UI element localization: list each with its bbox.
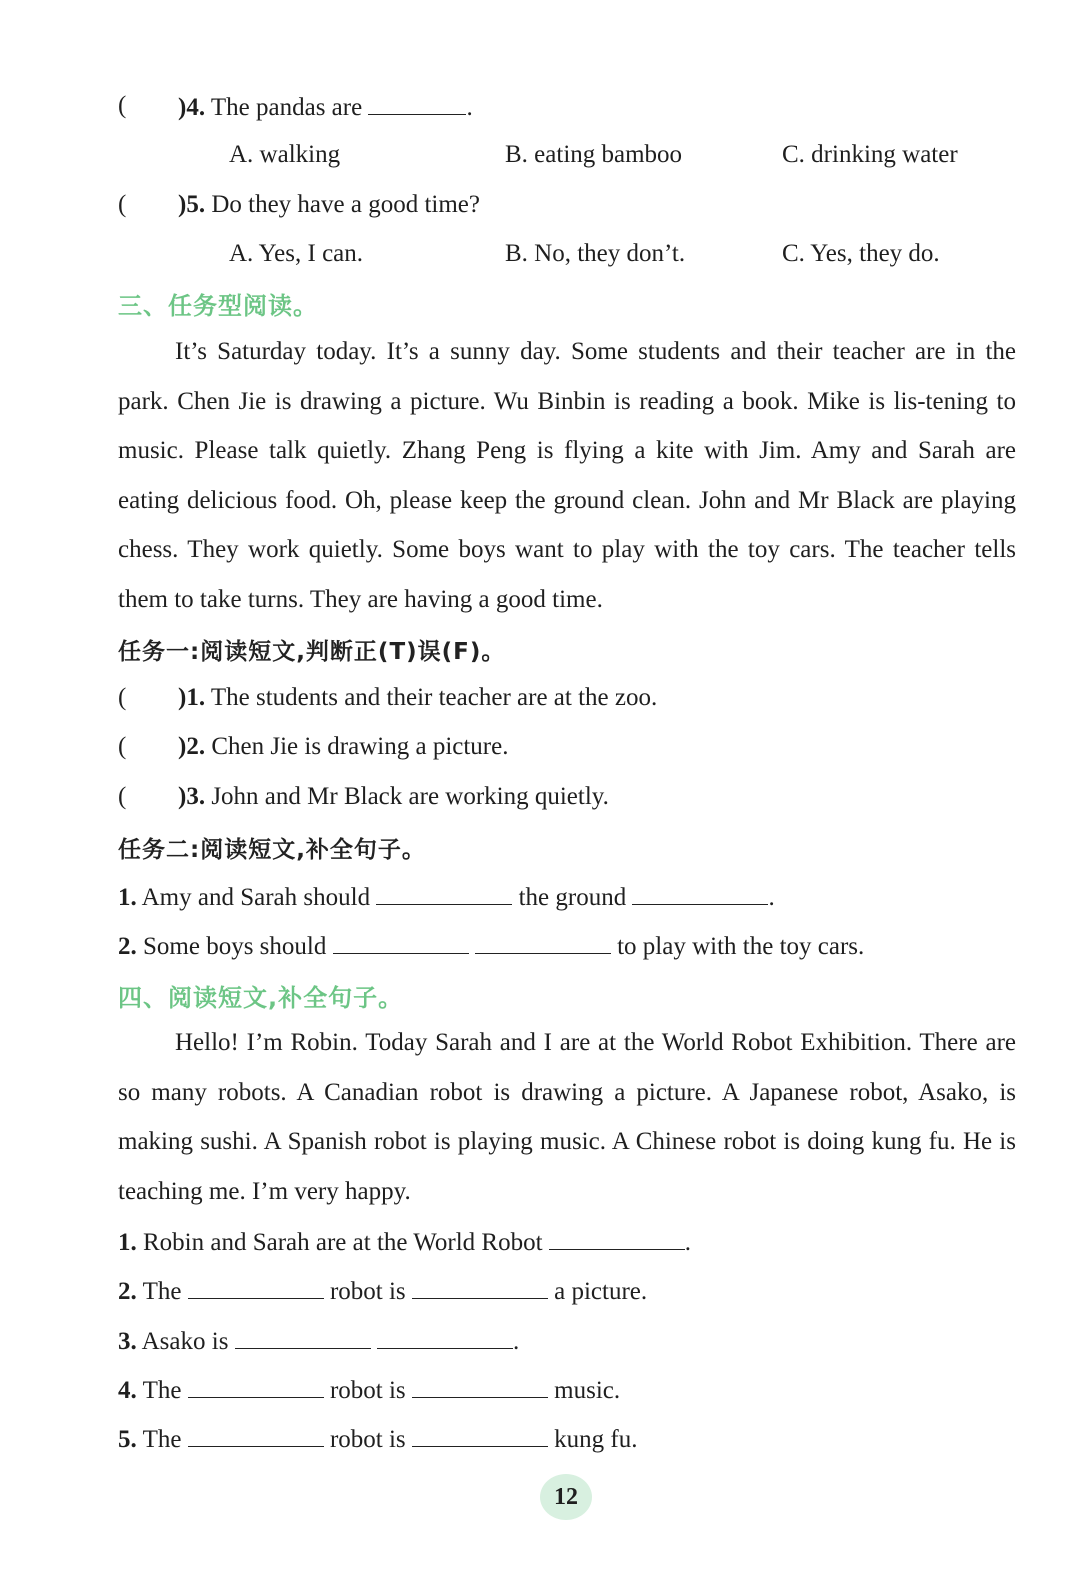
answer-blank[interactable] [377,1324,513,1349]
sentence-number: 5. [118,1426,137,1453]
answer-paren[interactable]: ( [118,783,127,810]
question-number: )2. [178,733,206,760]
robot-sentence-1 [118,1225,691,1257]
sentence-number: 2. [118,1278,137,1305]
answer-blank[interactable] [333,929,469,954]
task-2-heading: 任务二:阅读短文,补全句子。 [118,837,426,863]
sentence-end: . [684,1229,692,1256]
question-number: )1. [178,684,206,711]
section-3-passage: It’s Saturday today. It’s a sunny day. Some students and their teacher are in the park. Chen Jie is drawing a picture. Wu Binbin is reading a book. Mike is lis-tening to music. Please talk quietly. Zhang Peng is flying a kite with Jim. Amy and Sarah are eating delicious food. Oh, please keep the ground clean. John and Mr Black are playing chess. They work quietly. Some boys want to play with the toy cars. The teacher tells them to take turns. They are having a good time. [118,338,1016,613]
answer-blank[interactable] [188,1373,324,1398]
answer-blank[interactable] [412,1422,548,1447]
robot-sentence-5 [118,1422,637,1454]
answer-paren[interactable]: ( [118,191,127,218]
sentence-part-a: Amy and Sarah should [141,884,371,911]
question-text [178,90,473,124]
fill-sentence-1 [118,880,775,912]
answer-blank[interactable] [412,1274,548,1299]
sentence-part-a: The [142,1278,182,1305]
answer-blank[interactable] [549,1225,685,1250]
sentence-part-b: to play with the toy cars. [617,933,865,960]
sentence-end: . [512,1328,520,1355]
section-4-passage: Hello! I’m Robin. Today Sarah and I are at the World Robot Exhibition. There are so many robots. A Canadian robot is drawing a picture. A Japanese robot, Asako, is making sushi. A Spanish robot is playing music. A Chinese robot is doing kung fu. He is teaching me. I’m very happy. [118,1029,1016,1205]
sentence-part-c: music. [554,1377,621,1404]
sentence-part-a: Some boys should [143,933,327,960]
option-a[interactable]: A. walking [229,141,341,168]
question-stem: The students and their teacher are at the zoo. [210,684,658,711]
question-stem: The pandas are [210,94,363,121]
option-c[interactable]: C. drinking water [782,141,958,168]
sentence-part-b: robot is [329,1278,406,1305]
robot-sentence-4 [118,1373,620,1405]
answer-blank[interactable] [188,1274,324,1299]
answer-blank[interactable] [632,880,768,905]
section-3-heading: 三、任务型阅读。 [118,292,318,320]
question-stem: Chen Jie is drawing a picture. [211,733,509,760]
answer-blank[interactable] [368,90,466,115]
answer-blank[interactable] [188,1422,324,1447]
page-number: 12 [540,1474,592,1520]
answer-blank[interactable] [376,880,512,905]
fill-sentence-2 [118,929,864,961]
task-1-heading: 任务一:阅读短文,判断正(T)误(F)。 [118,639,506,665]
sentence-number: 1. [118,1229,137,1256]
robot-sentence-3 [118,1324,519,1356]
robot-sentence-2 [118,1274,647,1306]
sentence-part-a: The [142,1377,182,1404]
sentence-part-a: Asako is [141,1328,229,1355]
question-text [178,682,658,714]
sentence-end: . [768,884,775,911]
sentence-number: 1. [118,884,137,911]
sentence-number: 4. [118,1377,137,1404]
sentence-part-b: robot is [329,1426,406,1453]
answer-paren[interactable]: ( [118,684,127,711]
question-stem: Do they have a good time? [211,191,480,218]
answer-blank[interactable] [412,1373,548,1398]
question-stem: John and Mr Black are working quietly. [211,783,609,810]
option-b[interactable]: B. eating bamboo [505,141,683,168]
sentence-number: 2. [118,933,137,960]
answer-paren[interactable]: ( [118,733,127,760]
option-c[interactable]: C. Yes, they do. [782,240,940,267]
sentence-part-c: a picture. [554,1278,648,1305]
question-text [178,731,509,763]
section-4-heading: 四、阅读短文,补全句子。 [118,984,404,1012]
sentence-number: 3. [118,1328,137,1355]
option-a[interactable]: A. Yes, I can. [229,240,364,267]
answer-blank[interactable] [235,1324,371,1349]
sentence-part-b: the ground [518,884,627,911]
question-number: )4. [178,94,206,121]
question-text [178,189,480,221]
answer-paren[interactable]: ( [118,92,127,119]
sentence-part-c: kung fu. [554,1426,638,1453]
answer-blank[interactable] [475,929,611,954]
sentence-part-b: robot is [329,1377,406,1404]
question-number: )5. [178,191,206,218]
question-text [178,781,609,813]
question-end: . [466,94,473,121]
question-number: )3. [178,783,206,810]
sentence-part-a: The [142,1426,182,1453]
option-b[interactable]: B. No, they don’t. [505,240,686,267]
sentence-part-a: Robin and Sarah are at the World Robot [143,1229,543,1256]
